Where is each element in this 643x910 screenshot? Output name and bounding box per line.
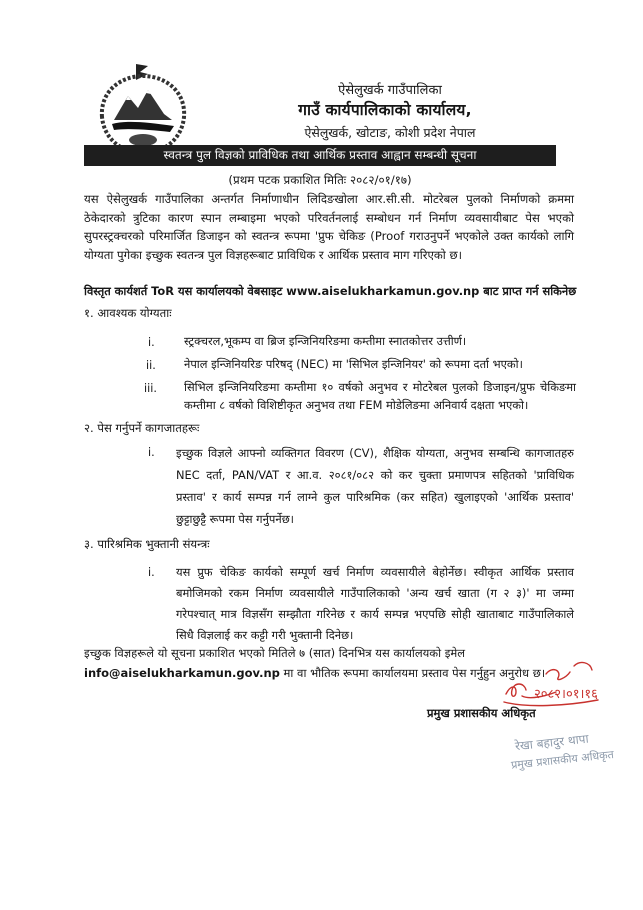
documents-item: इच्छुक विज्ञले आफ्नो व्यक्तिगत विवरण (CV), शैक्षिक योग्यता, अनुभव सम्बन्धि कागजातहरु NEC दर्ता, PAN/VAT र आ.व. २०८१/०८२ को कर चुक्ता प्रमाणपत्र सहितको 'प्राविधिक प्रस्ताव' र कार्य सम्पन्न गर्न लाग्ने कुल पारिश्रमिक (कर सहित) खुलाइएको 'आर्थिक प्रस्ताव' छुट्टाछुट्टै रूपमा पेस गर्नुपर्नेछ। — [176, 446, 574, 526]
svg-text:२०८२।०१।१६: २०८२।०१।१६ — [534, 687, 598, 702]
item-number: ii. — [146, 359, 156, 372]
notice-title: स्वतन्त्र पुल विज्ञको प्राविधिक तथा आर्थिक प्रस्ताव आह्वान सम्बन्धी सूचना — [84, 145, 556, 166]
section-heading-documents: २. पेस गर्नुपर्ने कागजातहरूः — [84, 421, 200, 435]
item-number: iii. — [144, 382, 157, 395]
qualification-item: स्ट्रक्चरल,भूकम्प वा ब्रिज इन्जिनियरिङमा कम्तीमा स्नातकोत्तर उत्तीर्ण। — [184, 334, 467, 348]
qualification-item: सिभिल इन्जिनियरिङमा कम्तीमा १० वर्षको अनुभव र मोटरेबल पुलको डिजाइन/प्रुफ चेकिङमा कम्तीमा ८ वर्षको विशिष्टीकृत अनुभव तथा FEM मोडेलिङमा अनिवार्य दक्षता भएको। — [184, 380, 576, 413]
section-heading-qualifications: १. आवश्यक योग्यताः — [84, 306, 172, 320]
item-number: i. — [148, 336, 155, 349]
official-stamp-icon — [510, 727, 622, 777]
item-number: i. — [148, 566, 155, 579]
qualification-item: नेपाल इन्जिनियरिङ परिषद् (NEC) मा 'सिभिल इन्जिनियर' को रूपमा दर्ता भएको। — [184, 357, 523, 371]
publication-date: (प्रथम पटक प्रकाशित मितिः २०८२/०१/१७) — [228, 173, 412, 187]
intro-paragraph: यस ऐसेलुखर्क गाउँपालिका अन्तर्गत निर्माणाधीन लिदिङखोला आर.सी.सी. मोटरेबल पुलको निर्माणको क्रममा ठेकेदारको त्रुटिका कारण स्पान लम्बाइमा भएको परिवर्तनलाई सम्बोधन गर्न निर्माण व्यवसायीबाट पेस भएको सुपरस्ट्रक्चरको परिमार्जित डिजाइन को स्वतन्त्र रूपमा 'प्रुफ चेकिङ (Proof गराउनुपर्ने भएकोले उक्त कार्यको लागि योग्यता पुगेका इच्छुक स्वतन्त्र पुल विज्ञहरूबाट प्राविधिक र आर्थिक प्रस्ताव माग गरिएको छ। — [84, 192, 574, 262]
section-heading-payment: ३. पारिश्रमिक भुक्तानी संयन्त्रः — [84, 537, 210, 551]
office-address: ऐसेलुखर्क, खोटाङ, कोशी प्रदेश नेपाल — [304, 125, 476, 140]
contact-email: info@aiselukharkamun.gov.np — [84, 666, 280, 680]
item-number: i. — [148, 446, 155, 459]
svg-text:प्रमुख प्रशासकीय अधिकृत: प्रमुख प्रशासकीय अधिकृत — [510, 748, 615, 772]
tor-line: विस्तृत कार्यशर्त ToR यस कार्यालयको वेबसाइट www.aiselukharkamun.gov.np बाट प्राप्त गर्न सकिनेछ — [84, 284, 577, 298]
payment-item: यस प्रुफ चेकिङ कार्यको सम्पूर्ण खर्च निर्माण व्यवसायीले बेहोर्नेछ। स्वीकृत आर्थिक प्रस्ताव बमोजिमको रकम निर्माण व्यवसायीले गाउँपालिकाको 'अन्य खर्च खाता (ग २ ३)' मा जम्मा गरेपश्चात् मात्र विज्ञसँग सम्झौता गरिनेछ र कार्य सम्पन्न भएपछि सोही खाताबाट गाउँपालिकाले सिधै विज्ञलाई कर कट्टी गरी भुक्तानी दिनेछ। — [176, 565, 574, 642]
closing-line-2: info@aiselukharkamun.gov.np मा वा भौतिक रूपमा कार्यालयमा प्रस्ताव पेस गर्नुहुन अनुरोध छ। — [84, 666, 546, 680]
closing-line: इच्छुक विज्ञहरूले यो सूचना प्रकाशित भएको मितिले ७ (सात) दिनभित्र यस कार्यालयको इमेल — [84, 646, 466, 660]
signatory-title: प्रमुख प्रशासकीय अधिकृत — [427, 706, 536, 720]
svg-text:रेखा बहादुर थापा: रेखा बहादुर थापा — [514, 731, 590, 754]
municipality-name: ऐसेलुखर्क गाउँपालिका — [338, 83, 442, 98]
office-name: गाउँ कार्यपालिकाको कार्यालय, — [298, 101, 472, 119]
